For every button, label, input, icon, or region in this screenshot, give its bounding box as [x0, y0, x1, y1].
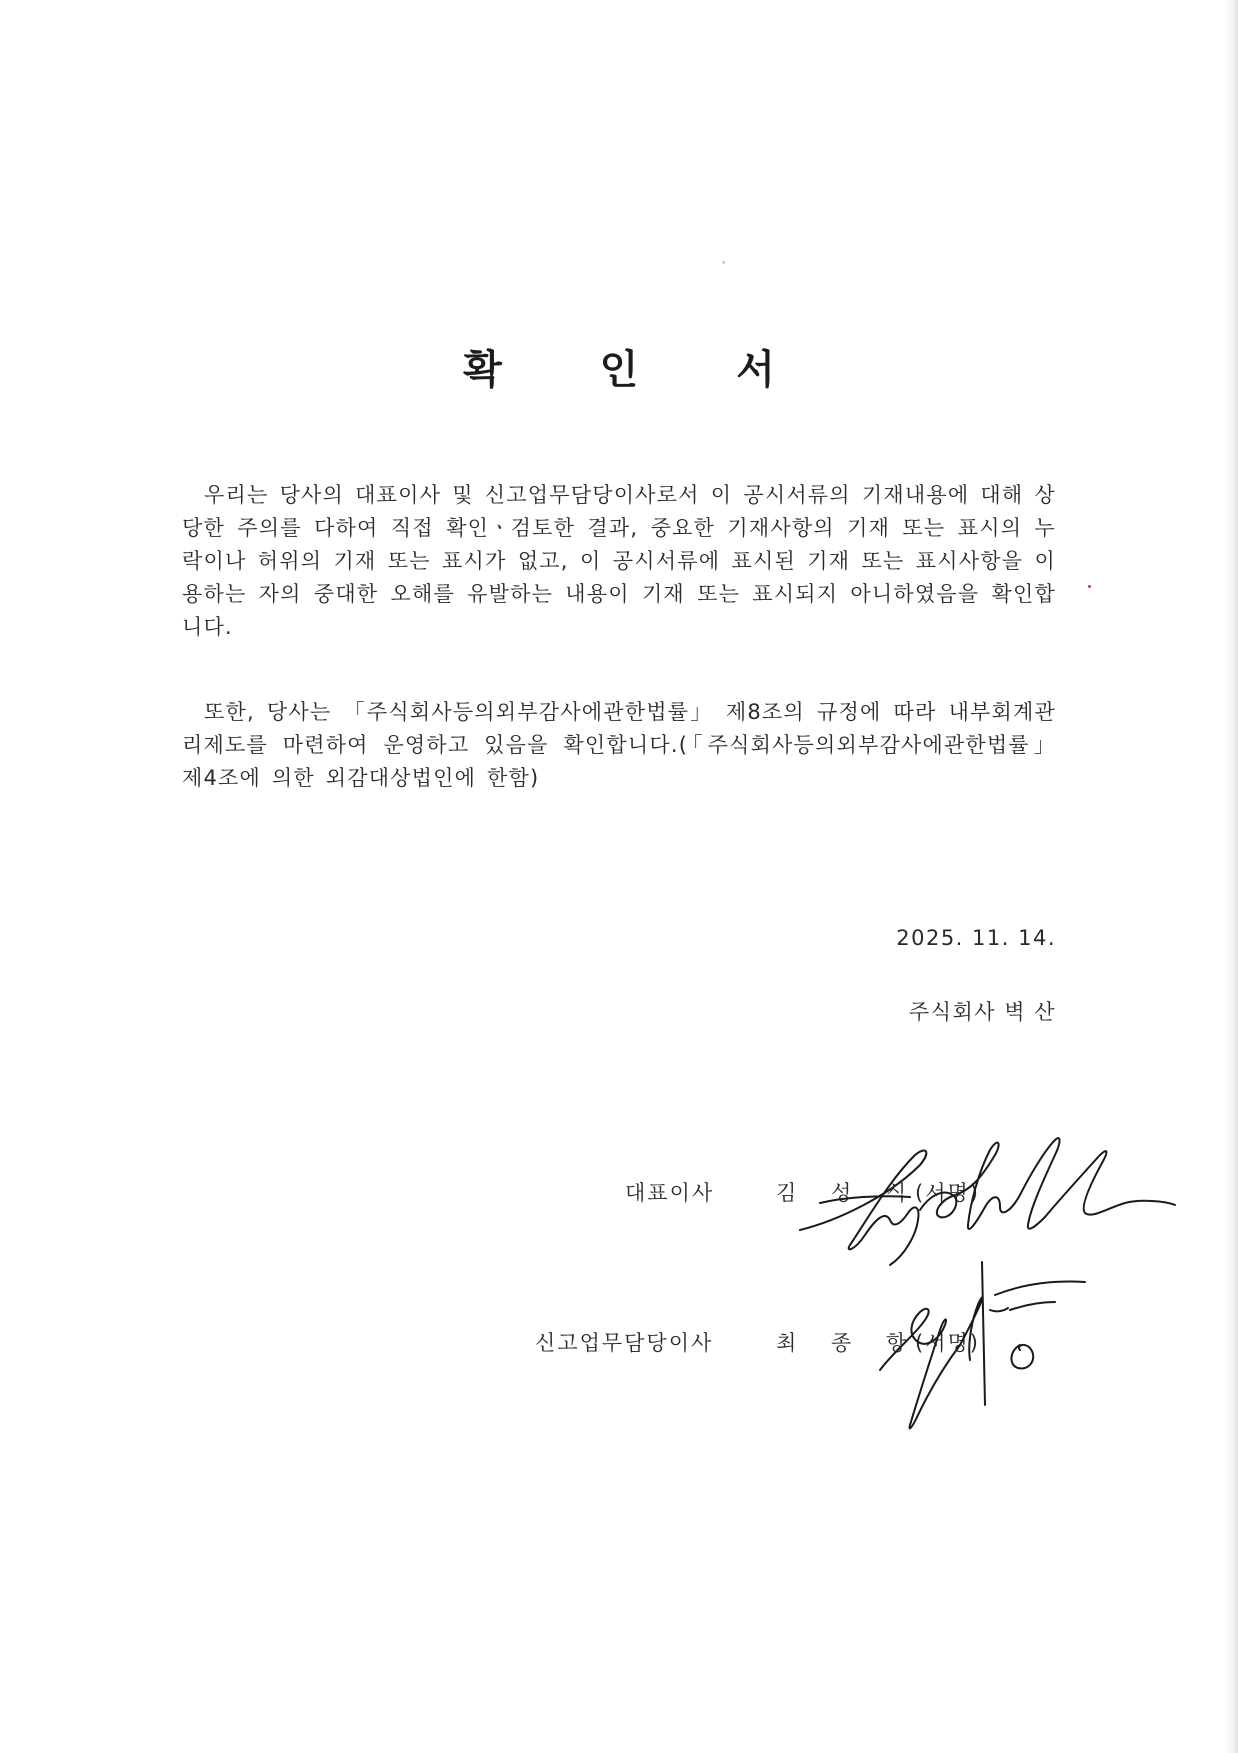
scan-speck [1088, 585, 1091, 588]
company-name: 주식회사 벽 산 [908, 1000, 1056, 1024]
signatory-role-disclosure-officer: 신고업무담당이사 [535, 1331, 714, 1355]
scan-speck [722, 261, 725, 264]
signature-mark-ceo: (서명) [915, 1181, 980, 1205]
document-date: 2025. 11. 14. [896, 926, 1056, 950]
paragraph-internal-control-text: 또한, 당사는 「주식회사등의외부감사에관한법률」 제8조의 규정에 따라 내부회계관리제도를 마련하여 운영하고 있음을 확인합니다.(「주식회사등의외부감사에관한법률」 제4조에 의한 외감대상법인에 한함) [182, 700, 1056, 790]
paragraph-confirmation [182, 479, 1056, 644]
signatory-role-ceo: 대표이사 [625, 1181, 715, 1205]
paragraph-internal-control [182, 696, 1056, 795]
signature-mark-disclosure-officer: (서명) [915, 1331, 980, 1355]
signatory-name-ceo: 김 성 식 [776, 1181, 921, 1205]
paragraph-confirmation-text: 우리는 당사의 대표이사 및 신고업무담당이사로서 이 공시서류의 기재내용에 대해 상당한 주의를 다하여 직접 확인ㆍ검토한 결과, 중요한 기재사항의 기재 또는 표시의 누락이나 허위의 기재 또는 표시가 없고, 이 공시서류에 표시된 기재 또는 표시사항을 이용하는 자의 중대한 오해를 유발하는 내용이 기재 또는 표시되지 아니하였음을 확인합니다. [182, 483, 1056, 639]
scan-edge-shadow [1224, 0, 1238, 1753]
signatory-name-disclosure-officer: 최 종 항 [776, 1331, 921, 1355]
document-title: 확 인 서 [463, 347, 817, 393]
